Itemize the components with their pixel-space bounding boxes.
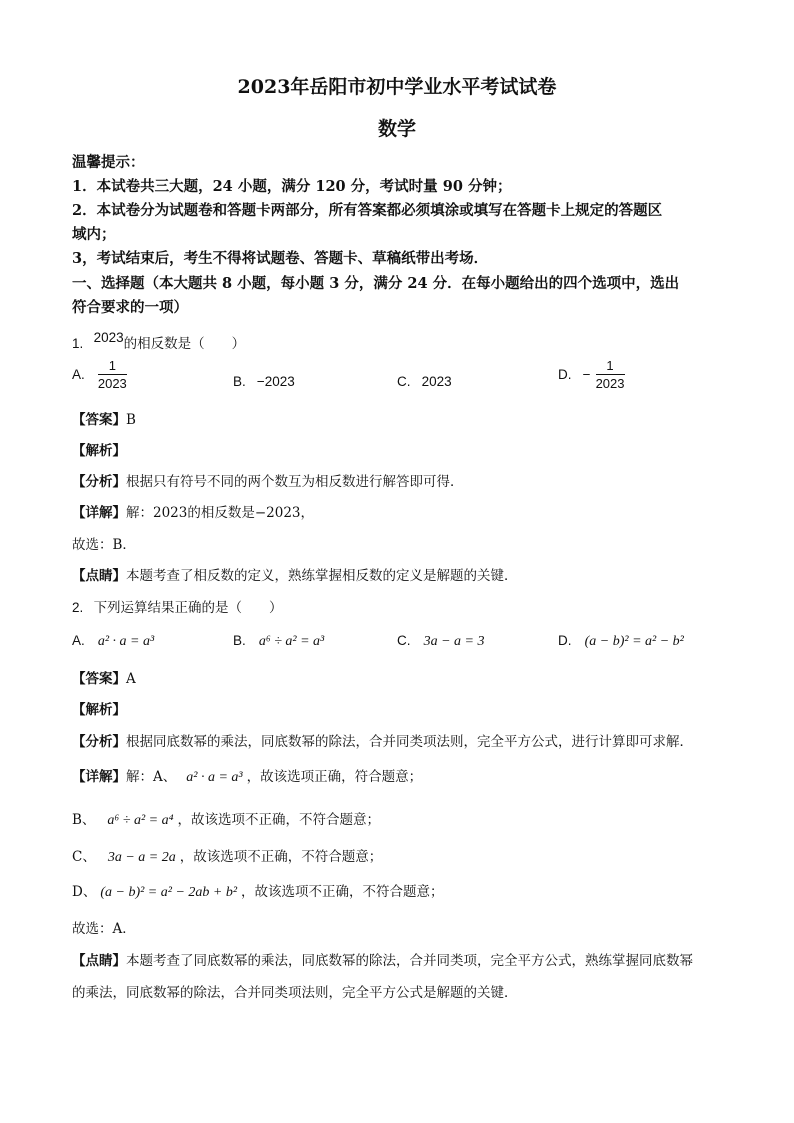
q1-choose: 故选：B． — [72, 537, 136, 553]
section1-heading-line1: 一、选择题（本大题共 8 小题，每小题 3 分，满分 24 分．在每小题给出的四个选项中，选出 — [72, 275, 680, 292]
q2-option-d: D. (a − b)² = a² − b² — [558, 633, 684, 649]
q2-detail-d: D、 (a − b)² = a² − 2ab + b² ，故该选项不正确，不符合题意； — [72, 884, 444, 900]
q1-option-c: C. 2023 — [397, 374, 452, 389]
section1-heading-line2: 符合要求的一项） — [72, 299, 188, 316]
q2-option-b: B. a⁶ ÷ a² = a³ — [233, 633, 325, 649]
tips-line-3: 3，考试结束后，考生不得将试题卷、答题卡、草稿纸带出考场． — [72, 250, 489, 267]
exam-title: 2023年岳阳市初中学业水平考试试卷 — [237, 76, 557, 98]
q2-xiangjie: 【详解】解：A、 a² · a = a³ ，故该选项正确，符合题意； — [72, 769, 423, 785]
q1-option-b: B. −2023 — [233, 374, 295, 389]
question-value: 2023 — [93, 330, 124, 345]
q1-xiangjie: 【详解】解：2023的相反数是−2023， — [72, 505, 315, 521]
q2-detail-b: B、 a⁶ ÷ a² = a⁴ ，故该选项不正确，不符合题意； — [72, 812, 380, 828]
question-text: 的相反数是（ ） — [123, 336, 246, 352]
question-2: 2. 下列运算结果正确的是（ ） — [72, 600, 283, 616]
fraction: $\frac{1}{2023}$ — [595, 358, 625, 391]
q2-choose: 故选：A． — [72, 921, 136, 937]
q1-answer: 【答案】B — [72, 412, 136, 428]
q1-analysis: 【解析】 — [72, 443, 126, 459]
tips-line-1: 1．本试卷共三大题，24 小题，满分 120 分，考试时量 90 分钟； — [72, 178, 512, 195]
question-number: 1. — [72, 336, 84, 351]
fraction: $\frac{1}{2023}$ — [97, 358, 127, 391]
tips-line-2a: 2．本试卷分为试题卷和答题卡两部分，所有答案都必须填涂或填写在答题卡上规定的答题区 — [72, 202, 663, 219]
q2-option-c: C. 3a − a = 3 — [397, 633, 485, 649]
q2-detail-c: C、 3a − a = 2a ，故该选项不正确，不符合题意； — [72, 849, 383, 865]
q2-dianjing-line2: 的乘法，同底数幂的除法，合并同类项法则，完全平方公式是解题的关键． — [72, 985, 518, 1001]
tips-heading: 温馨提示： — [72, 154, 145, 171]
q2-dianjing-line1: 【点睛】本题考查了同底数幂的乘法，同底数幂的除法，合并同类项，完全平方公式，熟练掌握同底数幂 — [72, 953, 693, 969]
q1-option-d: D. − $\frac{1}{2023}$ — [558, 358, 625, 391]
q1-option-a: A. $\frac{1}{2023}$ — [72, 358, 127, 391]
subject-title: 数学 — [377, 118, 416, 140]
q2-analysis: 【解析】 — [72, 702, 126, 718]
tips-line-2b: 域内； — [72, 226, 116, 243]
q1-dianjing: 【点睛】本题考查了相反数的定义，熟练掌握相反数的定义是解题的关键． — [72, 568, 518, 584]
q2-option-a: A. a² · a = a³ — [72, 633, 155, 649]
question-1 — [72, 332, 245, 352]
q2-answer: 【答案】A — [72, 671, 136, 687]
q1-fenxi: 【分析】根据只有符号不同的两个数互为相反数进行解答即可得． — [72, 474, 464, 490]
q2-fenxi: 【分析】根据同底数幂的乘法，同底数幂的除法，合并同类项法则，完全平方公式，进行计算即可求解． — [72, 734, 693, 750]
